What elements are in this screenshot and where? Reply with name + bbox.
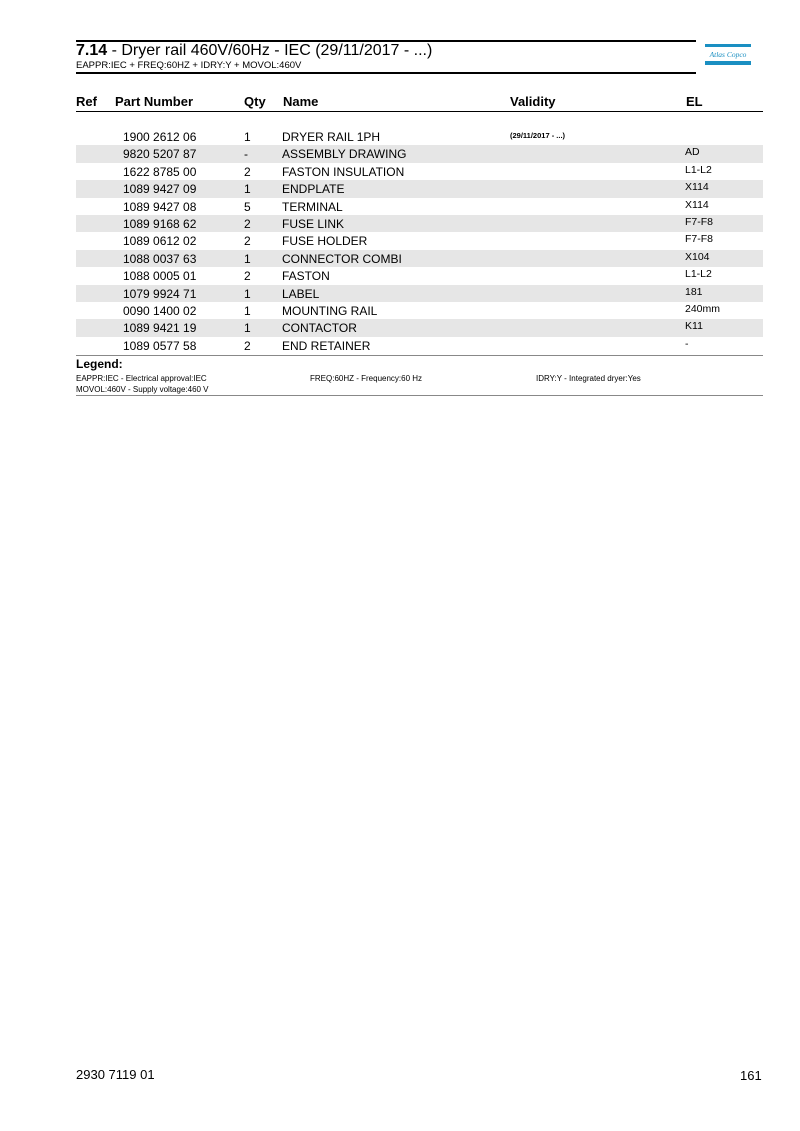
name-cell: FASTON [282, 269, 330, 284]
qty-cell: 2 [244, 338, 251, 353]
table-row [76, 285, 763, 302]
el-cell: K11 [685, 320, 703, 333]
table-row [76, 128, 763, 145]
el-cell: L1-L2 [685, 163, 712, 176]
table-row [76, 180, 763, 197]
legend-bottom-rule [76, 395, 763, 396]
column-header-part-number: Part Number [115, 94, 194, 109]
part-number-cell: 1089 0577 58 [123, 338, 197, 353]
name-cell: FUSE LINK [282, 216, 345, 231]
column-header-el: EL [686, 94, 703, 109]
part-number-cell: 1622 8785 00 [123, 164, 197, 179]
page-number: 161 [740, 1068, 762, 1083]
table-row [76, 163, 763, 180]
name-cell: ASSEMBLY DRAWING [282, 147, 407, 162]
el-cell: AD [685, 146, 700, 159]
document-number: 2930 7119 01 [76, 1067, 155, 1082]
qty-cell: 1 [244, 286, 251, 301]
page-subtitle: EAPPR:IEC + FREQ:60HZ + IDRY:Y + MOVOL:460V [76, 60, 302, 71]
qty-cell: 1 [244, 321, 251, 336]
el-cell: X114 [685, 198, 709, 211]
part-number-cell: 1088 0005 01 [123, 269, 197, 284]
qty-cell: 2 [244, 269, 251, 284]
part-number-cell: 1089 9427 08 [123, 199, 197, 214]
qty-cell: 2 [244, 164, 251, 179]
section-number: 7.14 [76, 42, 108, 59]
qty-cell: 2 [244, 234, 251, 249]
qty-cell: 1 [244, 251, 251, 266]
part-number-cell: 1089 0612 02 [123, 234, 197, 249]
table-row [76, 337, 763, 354]
table-row [76, 145, 763, 162]
part-number-cell: 1089 9168 62 [123, 216, 197, 231]
qty-cell: - [244, 147, 248, 162]
table-row [76, 267, 763, 284]
part-number-cell: 0090 1400 02 [123, 303, 197, 318]
name-cell: ENDPLATE [282, 182, 345, 197]
el-cell: F7-F8 [685, 215, 714, 228]
name-cell: DRYER RAIL 1PH [282, 130, 381, 144]
name-cell: FASTON INSULATION [282, 164, 405, 179]
column-header-validity: Validity [510, 94, 556, 109]
column-header-name: Name [283, 94, 319, 109]
qty-cell: 1 [244, 130, 251, 144]
column-header-qty: Qty [244, 94, 266, 109]
part-number-cell: 1089 9421 19 [123, 321, 197, 336]
name-cell: TERMINAL [282, 199, 343, 214]
validity-cell: (29/11/2017 - ...) [510, 131, 566, 140]
column-header-ref: Ref [76, 94, 97, 109]
atlas-copco-logo: Atlas Copco [705, 44, 751, 68]
name-cell: CONNECTOR COMBI [282, 251, 402, 266]
legend-item: EAPPR:IEC - Electrical approval:IEC [76, 374, 207, 383]
el-cell: X104 [685, 250, 710, 263]
parts-table [76, 128, 763, 354]
page-title [76, 42, 432, 60]
part-number-cell: 1088 0037 63 [123, 251, 197, 266]
table-row [76, 302, 763, 319]
legend-item: MOVOL:460V - Supply voltage:460 V [76, 385, 209, 394]
table-row [76, 319, 763, 336]
part-number-cell: 9820 5207 87 [123, 147, 197, 162]
name-cell: CONTACTOR [282, 321, 357, 336]
el-cell: L1-L2 [685, 268, 712, 281]
legend-item: FREQ:60HZ - Frequency:60 Hz [310, 374, 423, 383]
section-title: - Dryer rail 460V/60Hz - IEC (29/11/2017 - ...) [107, 42, 433, 59]
table-row [76, 198, 763, 215]
part-number-cell: 1089 9427 09 [123, 182, 197, 197]
legend-top-rule [76, 355, 763, 356]
table-row [76, 250, 763, 267]
qty-cell: 1 [244, 182, 251, 197]
legend-item: IDRY:Y - Integrated dryer:Yes [536, 374, 641, 383]
part-number-cell: 1079 9924 71 [123, 286, 197, 301]
el-cell: 181 [685, 285, 703, 298]
name-cell: MOUNTING RAIL [282, 303, 378, 318]
column-header-rule [76, 111, 763, 112]
el-cell: 240mm [685, 302, 721, 315]
qty-cell: 2 [244, 216, 251, 231]
el-cell: - [685, 337, 689, 350]
header-bottom-rule [76, 72, 696, 74]
name-cell: LABEL [282, 286, 320, 301]
el-cell: X114 [685, 181, 709, 194]
legend-title: Legend: [76, 357, 123, 371]
el-cell: F7-F8 [685, 233, 714, 246]
qty-cell: 1 [244, 303, 251, 318]
name-cell: FUSE HOLDER [282, 234, 368, 249]
qty-cell: 5 [244, 199, 251, 214]
table-row [76, 232, 763, 249]
part-number-cell: 1900 2612 06 [123, 130, 197, 144]
table-row [76, 215, 763, 232]
name-cell: END RETAINER [282, 338, 371, 353]
